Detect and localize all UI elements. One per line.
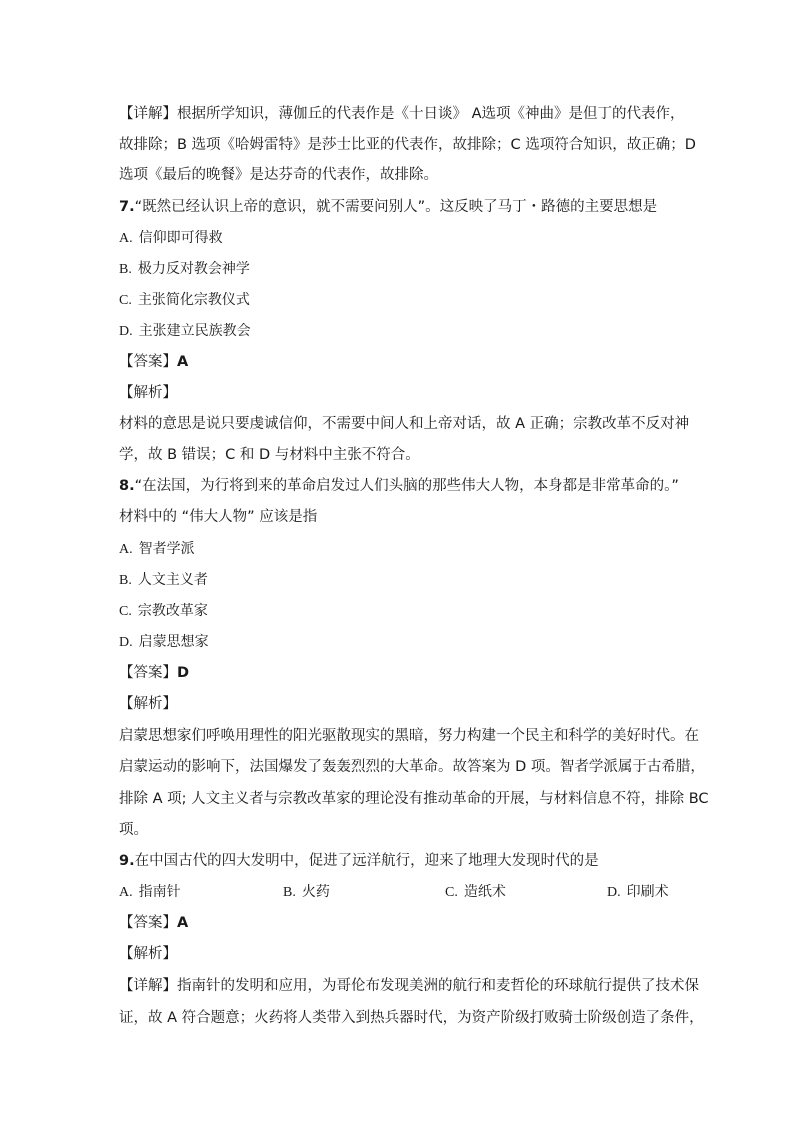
option-text: 主张建立民族教会 xyxy=(138,323,251,339)
option-letter: B. xyxy=(119,573,132,588)
option-letter: A. xyxy=(119,885,133,900)
option-text: 极力反对教会神学 xyxy=(137,261,250,277)
question-8-analysis-line-1: 启蒙思想家们呼唤用理性的阳光驱散现实的黑暗，努力构建一个民主和科学的美好时代。在 xyxy=(119,728,699,744)
question-7-number: 7. xyxy=(119,199,135,215)
answer-tag: 【答案】 xyxy=(119,915,177,931)
option-text: 指南针 xyxy=(138,884,181,900)
question-8-analysis-tag: 【解析】 xyxy=(119,696,177,712)
question-9-stem xyxy=(119,852,599,870)
question-8-option-c xyxy=(119,602,208,621)
question-8-answer xyxy=(119,664,189,682)
question-7-analysis-line-2: 学，故 B 错误；C 和 D 与材料中主张不符合。 xyxy=(119,447,420,463)
option-letter: A. xyxy=(119,542,133,557)
question-8-number: 8. xyxy=(119,478,135,494)
question-8-stem-line-1 xyxy=(119,477,679,495)
detail-text: 指南针的发明和应用，为哥伦布发现美洲的航行和麦哲伦的环球航行提供了技术保 xyxy=(177,978,699,994)
option-text: 主张简化宗教仪式 xyxy=(137,292,250,308)
option-text: 人文主义者 xyxy=(137,572,208,588)
option-letter: D. xyxy=(119,324,133,339)
answer-value: D xyxy=(177,665,190,681)
option-letter: B. xyxy=(283,885,296,900)
option-text: 火药 xyxy=(301,884,330,900)
option-text: 造纸术 xyxy=(463,884,506,900)
option-letter: B. xyxy=(119,262,132,277)
question-7-answer xyxy=(119,353,188,371)
question-9-option-b xyxy=(283,883,330,902)
question-9-number: 9. xyxy=(119,853,135,869)
answer-tag: 【答案】 xyxy=(119,354,177,370)
question-8-option-b xyxy=(119,571,208,590)
question-8-analysis-line-3: 排除 A 项; 人文主义者与宗教改革家的理论没有推动革命的开展，与材料信息不符，排除 BC xyxy=(119,791,709,807)
option-letter: D. xyxy=(607,885,621,900)
explanation-line-3: 选项《最后的晚餐》是达芬奇的代表作，故排除。 xyxy=(119,167,438,183)
question-9-text: 在中国古代的四大发明中，促进了远洋航行，迎来了地理大发现时代的是 xyxy=(134,853,599,869)
option-letter: A. xyxy=(119,231,133,246)
question-8-option-a xyxy=(119,540,195,559)
question-8-text: “在法国，为行将到来的革命启发过人们头脑的那些伟大人物，本身都是非常革命的。” xyxy=(134,478,679,494)
question-7-option-b xyxy=(119,260,250,279)
answer-tag: 【答案】 xyxy=(119,665,177,681)
question-7-option-d xyxy=(119,322,251,341)
question-8-analysis-line-4: 项。 xyxy=(119,822,148,838)
question-9-option-a xyxy=(119,883,181,902)
option-text: 智者学派 xyxy=(138,541,195,557)
explanation-line-2: 故排除；B 选项《哈姆雷特》是莎士比亚的代表作，故排除；C 选项符合知识，故正确；D xyxy=(119,137,696,153)
option-letter: C. xyxy=(445,885,458,900)
option-letter: C. xyxy=(119,293,132,308)
question-8-option-d xyxy=(119,633,209,652)
explanation-line-1: 【详解】根据所学知识，薄伽丘的代表作是《十日谈》 A选项《神曲》是但丁的代表作， xyxy=(119,106,685,122)
question-7-analysis-line-1: 材料的意思是说只要虔诚信仰，不需要中间人和上帝对话，故 A 正确；宗教改革不反对神 xyxy=(119,416,690,432)
question-7-option-a xyxy=(119,229,223,248)
detail-tag: 【详解】 xyxy=(119,978,177,994)
question-9-option-d xyxy=(607,883,669,902)
option-text: 宗教改革家 xyxy=(137,603,208,619)
option-letter: D. xyxy=(119,635,133,650)
question-7-analysis-tag: 【解析】 xyxy=(119,385,177,401)
answer-value: A xyxy=(177,915,189,931)
option-letter: C. xyxy=(119,604,132,619)
option-text: 印刷术 xyxy=(626,884,669,900)
option-text: 信仰即可得救 xyxy=(138,230,223,246)
question-9-answer xyxy=(119,914,188,932)
answer-value: A xyxy=(177,354,189,370)
question-9-option-c xyxy=(445,883,506,902)
question-9-detail-line-1 xyxy=(119,977,699,995)
question-8-analysis-line-2: 启蒙运动的影响下，法国爆发了轰轰烈烈的大革命。故答案为 D 项。智者学派属于古希腊， xyxy=(119,759,705,775)
question-7-text: “既然已经认识上帝的意识，就不需要问别人”。这反映了马丁・路德的主要思想是 xyxy=(134,199,658,215)
question-9-detail-line-2: 证，故 A 符合题意；火药将人类带入到热兵器时代，为资产阶级打败骑士阶级创造了条件， xyxy=(119,1010,704,1026)
question-7-stem xyxy=(119,198,657,216)
question-9-analysis-tag: 【解析】 xyxy=(119,946,177,962)
question-7-option-c xyxy=(119,291,250,310)
option-text: 启蒙思想家 xyxy=(138,634,209,650)
question-8-stem-line-2: 材料中的 “伟大人物” 应该是指 xyxy=(119,509,318,525)
